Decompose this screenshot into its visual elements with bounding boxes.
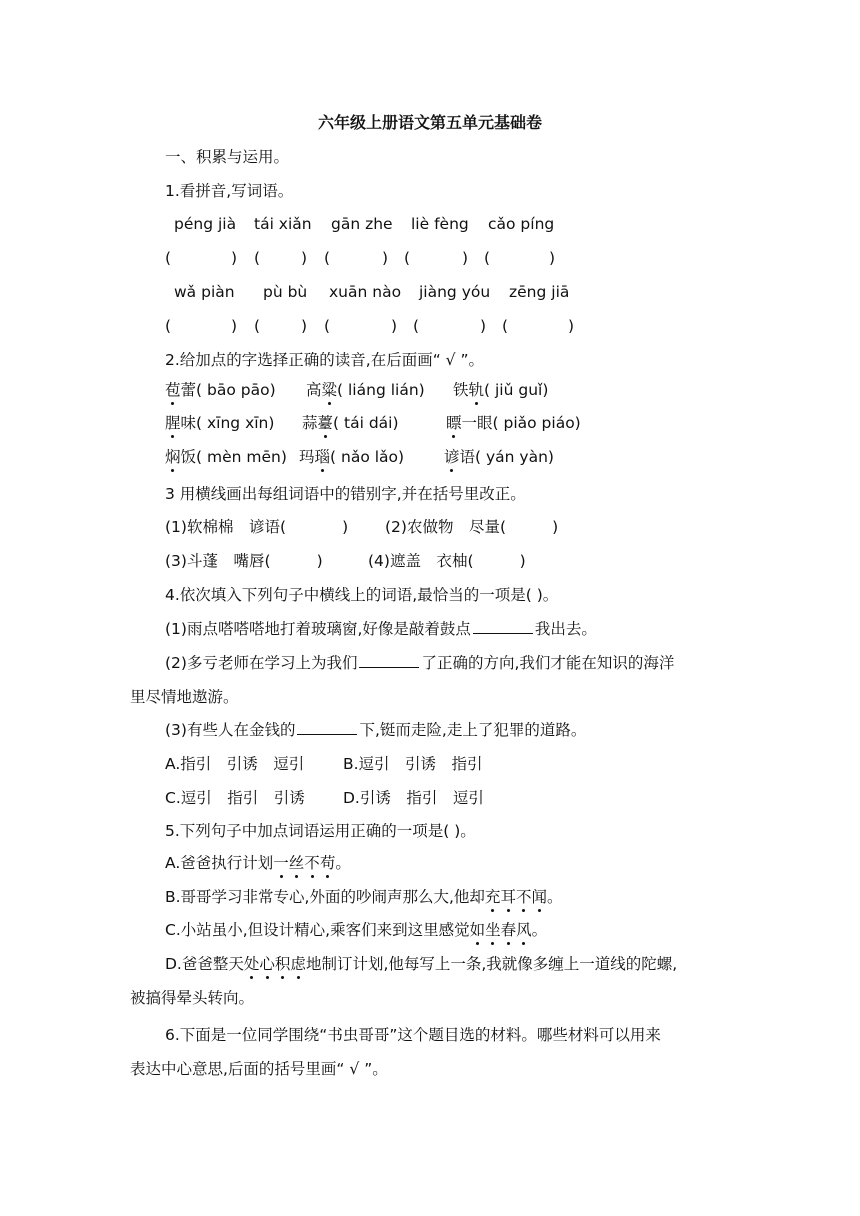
- paren-open: (: [324, 317, 331, 335]
- q6-heading-cont: 表达中心意思,后面的括号里画“ √ ”。: [130, 1060, 388, 1078]
- paren-close: ): [382, 249, 389, 267]
- q2-item: 苞蕾( bāo pāo): [165, 381, 276, 399]
- dotted-word: 处心积虑: [243, 955, 306, 973]
- paren-open: (: [254, 317, 261, 335]
- q2-item: 谚语( yán yàn): [444, 448, 554, 466]
- q4-option-d: D.引诱 指引 逗引: [343, 789, 484, 807]
- paren-open: (: [404, 249, 411, 267]
- page-title: 六年级上册语文第五单元基础卷: [317, 113, 542, 132]
- paren-open: (: [165, 249, 172, 267]
- paren-open: (: [413, 317, 420, 335]
- q4-option-c: C.逗引 指引 引诱: [165, 789, 305, 807]
- paren-open: (: [324, 249, 331, 267]
- paren-close: ): [462, 249, 469, 267]
- paren-close: ): [301, 317, 308, 335]
- q3-item-1: (1)软棉棉 谚语( ): [165, 518, 349, 536]
- q4-heading: 4.依次填入下列句子中横线上的词语,最恰当的一项是( )。: [165, 586, 559, 604]
- q5-option-a: A.爸爸执行计划一丝不苟。: [165, 854, 351, 872]
- section-heading: 一、积累与运用。: [165, 148, 290, 166]
- fill-blank[interactable]: [297, 720, 357, 735]
- q4-sentence-2: (2)多亏老师在学习上为我们 了正确的方向,我们才能在知识的海洋: [165, 654, 675, 672]
- pinyin-9: jiàng yóu: [419, 283, 491, 301]
- q3-item-3: (3)斗蓬 嘴唇( ): [165, 552, 323, 570]
- paren-close: ): [480, 317, 487, 335]
- dotted-word: 一丝不苟: [273, 854, 336, 872]
- pinyin-5: cǎo píng: [488, 215, 555, 233]
- paren-close: ): [231, 249, 238, 267]
- pinyin-10: zēng jiā: [509, 283, 570, 301]
- q3-item-4: (4)遮盖 衣柚( ): [368, 552, 526, 570]
- q2-item: 蒜薹( tái dái): [302, 414, 399, 432]
- q3-item-2: (2)农做物 尽量( ): [385, 518, 559, 536]
- q4-sentence-1: (1)雨点嗒嗒嗒地打着玻璃窗,好像是敲着鼓点 我出去。: [165, 620, 597, 638]
- pinyin-1: péng jià: [174, 215, 237, 233]
- paren-close: ): [549, 249, 556, 267]
- q5-option-c: C.小站虽小,但设计精心,乘客们来到这里感觉如坐春风。: [165, 921, 548, 939]
- q5-heading: 5.下列句子中加点词语运用正确的一项是( )。: [165, 822, 476, 840]
- paren-open: (: [502, 317, 509, 335]
- dotted-word: 充耳不闻: [484, 888, 547, 906]
- paren-open: (: [484, 249, 491, 267]
- q2-item: 瞟一眼( piǎo piáo): [446, 414, 581, 432]
- q1-heading: 1.看拼音,写词语。: [165, 182, 294, 200]
- pinyin-2: tái xiǎn: [254, 215, 312, 233]
- q4-sentence-3: (3)有些人在金钱的 下,铤而走险,走上了犯罪的道路。: [165, 721, 587, 739]
- pinyin-4: liè fèng: [411, 215, 469, 233]
- q2-item: 铁轨( jiǔ guǐ): [453, 381, 549, 399]
- q2-heading: 2.给加点的字选择正确的读音,在后面画“ √ ”。: [165, 351, 485, 369]
- paren-close: ): [231, 317, 238, 335]
- fill-blank[interactable]: [473, 619, 533, 634]
- q2-item: 玛瑙( nǎo lǎo): [299, 448, 405, 466]
- q6-heading: 6.下面是一位同学围绕“书虫哥哥”这个题目选的材料。哪些材料可以用来: [165, 1026, 661, 1044]
- q4-sentence-2-cont: 里尽情地遨游。: [130, 688, 239, 706]
- pinyin-8: xuān nào: [329, 283, 402, 301]
- paren-close: ): [568, 317, 575, 335]
- q5-option-d: D.爸爸整天处心积虑地制订计划,他每写上一条,我就像多缠上一道线的陀螺,: [165, 955, 678, 973]
- q5-option-d-cont: 被搞得晕头转向。: [130, 989, 255, 1007]
- pinyin-6: wǎ piàn: [174, 283, 235, 301]
- pinyin-7: pù bù: [263, 283, 308, 301]
- q2-item: 焖饭( mèn mēn): [165, 448, 287, 466]
- q4-option-a: A.指引 引诱 逗引: [165, 755, 305, 773]
- q2-item: 腥味( xīng xīn): [165, 414, 275, 432]
- pinyin-3: gān zhe: [331, 215, 393, 233]
- q3-heading: 3 用横线画出每组词语中的错别字,并在括号里改正。: [165, 485, 526, 503]
- q5-option-b: B.哥哥学习非常专心,外面的吵闹声那么大,他却充耳不闻。: [165, 888, 563, 906]
- fill-blank[interactable]: [359, 653, 419, 668]
- q2-item: 高粱( liáng lián): [306, 381, 425, 399]
- paren-open: (: [254, 249, 261, 267]
- paren-open: (: [165, 317, 172, 335]
- paren-close: ): [301, 249, 308, 267]
- dotted-word: 如坐春风: [469, 921, 532, 939]
- q4-option-b: B.逗引 引诱 指引: [343, 755, 483, 773]
- paren-close: ): [391, 317, 398, 335]
